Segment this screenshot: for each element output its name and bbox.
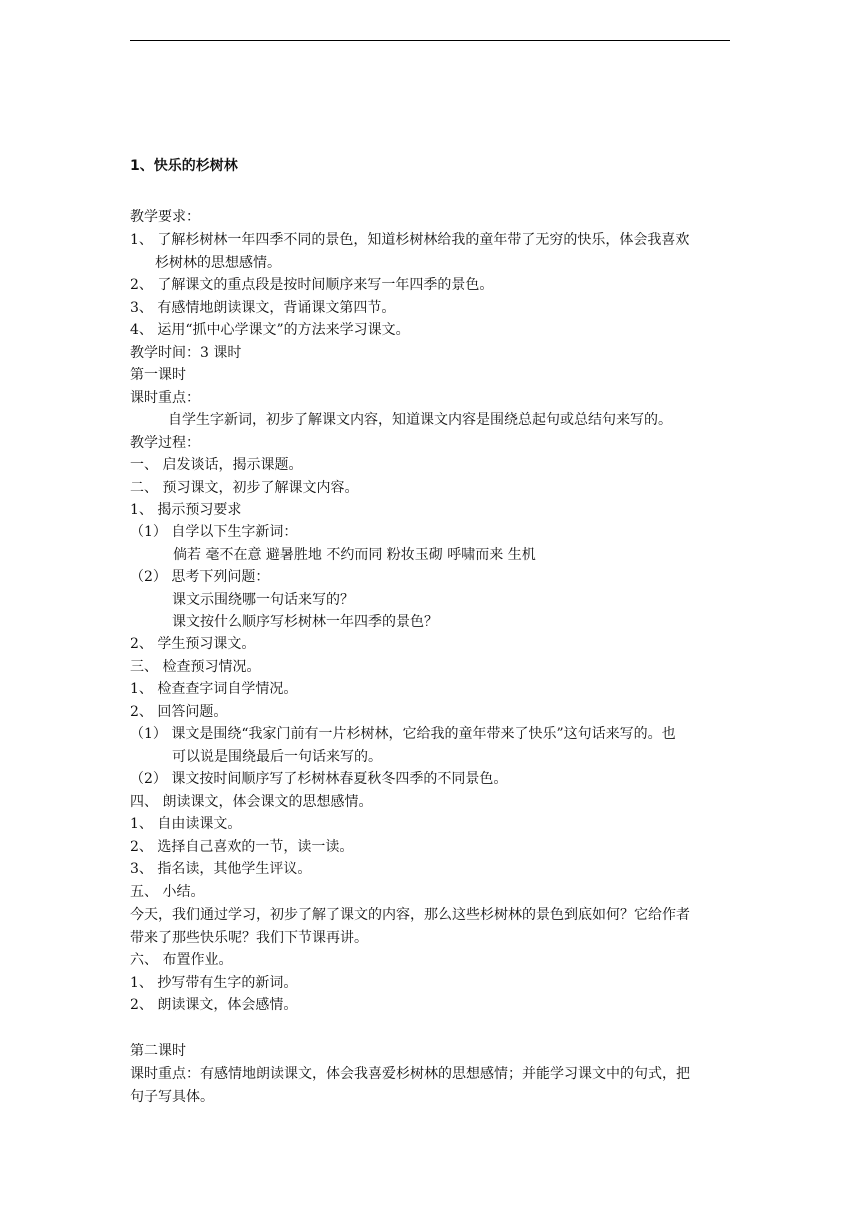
text-line: 1、 抄写带有生字的新词。 [130, 975, 298, 991]
text-line: 第二课时 [130, 1043, 186, 1059]
text-line: 课文示围绕哪一句话来写的？ [172, 592, 354, 608]
text-line: 课文按什么顺序写杉树林一年四季的景色？ [172, 614, 438, 630]
text-line: 课时重点： [130, 390, 200, 406]
text-line: （2） 思考下列问题： [130, 569, 270, 585]
text-line: 1、 了解杉树林一年四季不同的景色，知道杉树林给我的童年带了无穷的快乐，体会我喜欢 [130, 232, 690, 248]
text-line: 第一课时 [130, 367, 186, 383]
text-line: 2、 朗读课文，体会感情。 [130, 997, 298, 1013]
text-line: 1、 自由读课文。 [130, 816, 242, 832]
header-rule [130, 40, 730, 41]
text-line: 五、 小结。 [130, 884, 205, 900]
text-line: 自学生字新词，初步了解课文内容，知道课文内容是围绕总起句或总结句来写的。 [168, 412, 672, 428]
text-line: 4、 运用“抓中心学课文”的方法来学习课文。 [130, 322, 410, 338]
text-line: （1） 自学以下生字新词： [130, 524, 298, 540]
text-line: 二、 预习课文，初步了解课文内容。 [130, 480, 359, 496]
text-line: 教学要求： [130, 209, 200, 225]
lesson-title: 1、快乐的杉树林 [130, 158, 238, 174]
text-line: 2、 回答问题。 [130, 704, 228, 720]
text-line: 教学过程： [130, 435, 200, 451]
text-line: 六、 布置作业。 [130, 952, 233, 968]
text-line: 今天，我们通过学习，初步了解了课文的内容，那么这些杉树林的景色到底如何？它给作者 [130, 907, 690, 923]
text-line: 带来了那些快乐呢？我们下节课再讲。 [130, 930, 368, 946]
text-line: 3、 指名读，其他学生评议。 [130, 861, 312, 877]
text-line: 课时重点：有感情地朗读课文，体会我喜爱杉树林的思想感情；并能学习课文中的句式，把 [130, 1066, 690, 1082]
text-line: 3、 有感情地朗读课文，背诵课文第四节。 [130, 300, 396, 316]
text-line: 四、 朗读课文，体会课文的思想感情。 [130, 794, 373, 810]
text-line: 1、 揭示预习要求 [130, 502, 242, 518]
text-line: 2、 学生预习课文。 [130, 636, 256, 652]
text-line: （2） 课文按时间顺序写了杉树林春夏秋冬四季的不同景色。 [130, 771, 508, 787]
text-line: 2、 了解课文的重点段是按时间顺序来写一年四季的景色。 [130, 277, 494, 293]
text-line: 句子写具体。 [130, 1089, 214, 1105]
text-line: 一、 启发谈话，揭示课题。 [130, 457, 303, 473]
text-line: 1、 检查查字词自学情况。 [130, 681, 298, 697]
text-line: 三、 检查预习情况。 [130, 659, 261, 675]
text-line: 2、 选择自己喜欢的一节，读一读。 [130, 839, 354, 855]
text-line: 可以说是围绕最后一句话来写的。 [172, 749, 382, 765]
text-line: 倘若 毫不在意 避暑胜地 不约而同 粉妆玉砌 呼啸而来 生机 [173, 547, 536, 563]
text-line: 教学时间：3 课时 [130, 345, 242, 361]
text-line: （1） 课文是围绕“我家门前有一片杉树林，它给我的童年带来了快乐”这句话来写的。也 [130, 726, 676, 742]
text-line: 杉树林的思想感情。 [155, 255, 281, 271]
